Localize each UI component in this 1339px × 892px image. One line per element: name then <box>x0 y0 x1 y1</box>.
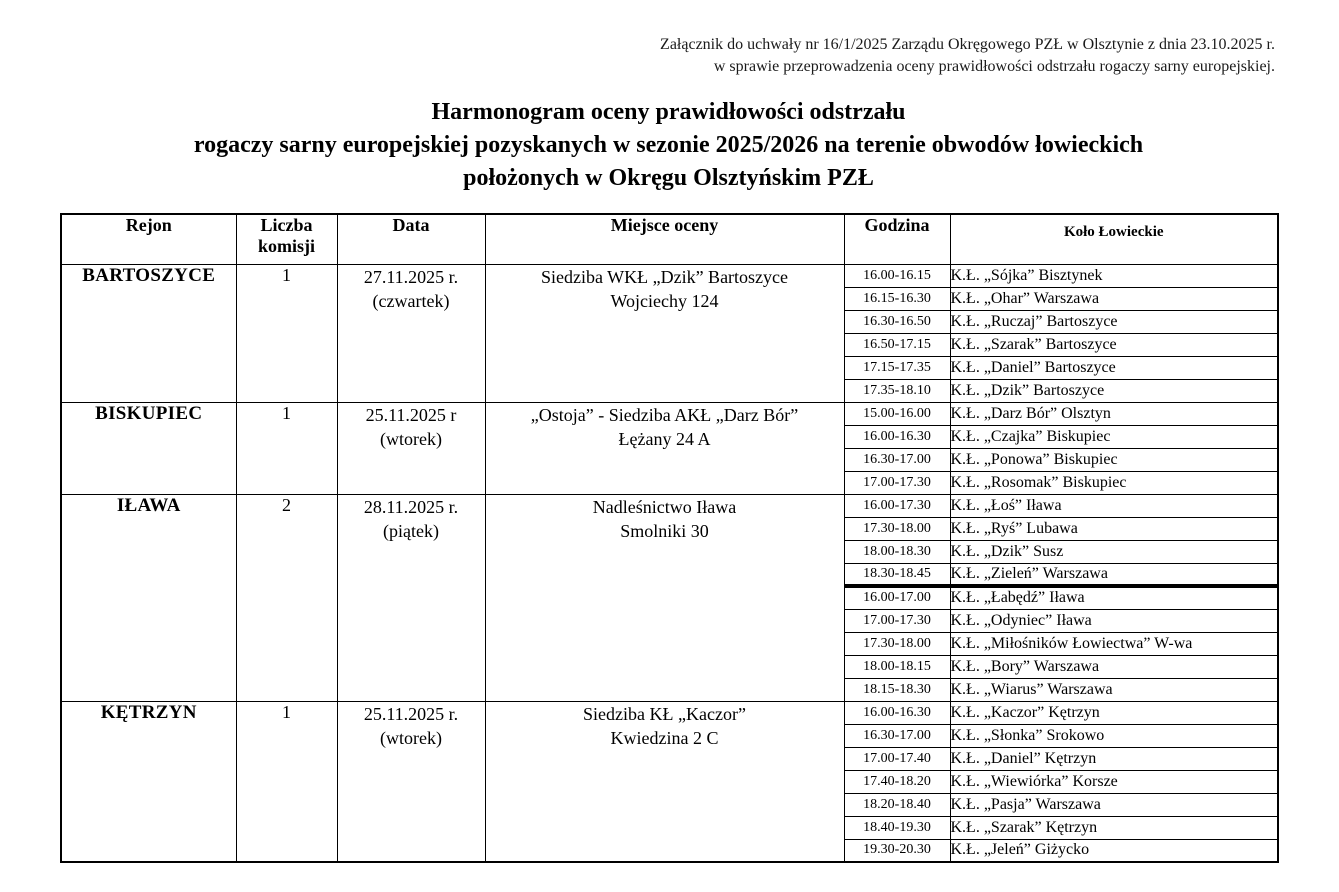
rejon-cell-ketrzyn: KĘTRZYN <box>61 701 236 862</box>
godzina-cell: 17.30-18.00 <box>844 632 950 655</box>
miejsce-cell-bartoszyce <box>485 264 844 402</box>
kolo-cell: K.Ł. „Sójka” Bisztynek <box>950 264 1278 287</box>
godzina-cell: 16.30-17.00 <box>844 724 950 747</box>
kolo-cell: K.Ł. „Szarak” Kętrzyn <box>950 816 1278 839</box>
liczba-komisji-cell-biskupiec: 1 <box>236 402 337 494</box>
data-date: 25.11.2025 r. <box>363 703 459 724</box>
godzina-cell: 16.30-17.00 <box>844 448 950 471</box>
data-weekday: (wtorek) <box>380 727 442 748</box>
kolo-cell: K.Ł. „Szarak” Bartoszyce <box>950 333 1278 356</box>
data-date: 28.11.2025 r. <box>363 496 459 517</box>
godzina-cell: 17.30-18.00 <box>844 517 950 540</box>
miejsce-line-1: Siedziba WKŁ „Dzik” Bartoszyce <box>540 266 789 287</box>
col-header-miejsce-oceny: Miejsce oceny <box>485 214 844 264</box>
godzina-cell: 16.00-17.30 <box>844 494 950 517</box>
godzina-cell: 17.15-17.35 <box>844 356 950 379</box>
kolo-cell: K.Ł. „Łoś” Iława <box>950 494 1278 517</box>
kolo-cell: K.Ł. „Łabędź” Iława <box>950 586 1278 609</box>
godzina-cell: 19.30-20.30 <box>844 839 950 862</box>
godzina-cell: 16.00-16.15 <box>844 264 950 287</box>
kolo-cell: K.Ł. „Darz Bór” Olsztyn <box>950 402 1278 425</box>
miejsce-line-1: „Ostoja” - Siedziba AKŁ „Darz Bór” <box>530 404 799 425</box>
annex-line-1: Załącznik do uchwały nr 16/1/2025 Zarządu Okręgowego PZŁ w Olsztynie z dnia 23.10.2025 r. <box>660 36 1275 53</box>
rejon-cell-biskupiec: BISKUPIEC <box>61 402 236 494</box>
kolo-cell: K.Ł. „Rosomak” Biskupiec <box>950 471 1278 494</box>
title-line-2: rogaczy sarny europejskiej pozyskanych w sezonie 2025/2026 na terenie obwodów łowieckich <box>193 132 1144 158</box>
godzina-cell: 18.00-18.15 <box>844 655 950 678</box>
kolo-cell: K.Ł. „Odyniec” Iława <box>950 609 1278 632</box>
col-header-godzina: Godzina <box>844 214 950 264</box>
godzina-cell: 16.15-16.30 <box>844 287 950 310</box>
liczba-komisji-cell-ketrzyn: 1 <box>236 701 337 862</box>
kolo-cell: K.Ł. „Jeleń” Giżycko <box>950 839 1278 862</box>
col-header-kolo-lowieckie: Koło Łowieckie <box>950 214 1278 264</box>
godzina-cell: 16.00-16.30 <box>844 701 950 724</box>
miejsce-line-2: Smolniki 30 <box>620 520 709 541</box>
miejsce-cell-ilawa <box>485 494 844 701</box>
kolo-cell: K.Ł. „Daniel” Bartoszyce <box>950 356 1278 379</box>
miejsce-cell-ketrzyn <box>485 701 844 862</box>
slot-row-bartoszyce-1 <box>61 264 1278 287</box>
godzina-cell: 17.00-17.40 <box>844 747 950 770</box>
kolo-cell: K.Ł. „Słonka” Srokowo <box>950 724 1278 747</box>
kolo-cell: K.Ł. „Miłośników Łowiectwa” W-wa <box>950 632 1278 655</box>
kolo-cell: K.Ł. „Czajka” Biskupiec <box>950 425 1278 448</box>
annex-line-2: w sprawie przeprowadzenia oceny prawidłowości odstrzału rogaczy sarny europejskiej. <box>713 58 1275 75</box>
godzina-cell: 17.40-18.20 <box>844 770 950 793</box>
godzina-cell: 16.50-17.15 <box>844 333 950 356</box>
kolo-cell: K.Ł. „Ryś” Lubawa <box>950 517 1278 540</box>
miejsce-line-2: Wojciechy 124 <box>610 290 719 311</box>
godzina-cell: 16.00-16.30 <box>844 425 950 448</box>
title-line-1: Harmonogram oceny prawidłowości odstrzału <box>431 99 906 125</box>
kolo-cell: K.Ł. „Wiarus” Warszawa <box>950 678 1278 701</box>
data-date: 25.11.2025 r <box>365 404 457 425</box>
godzina-cell: 18.00-18.30 <box>844 540 950 563</box>
schedule-table <box>60 213 1279 863</box>
kolo-cell: K.Ł. „Dzik” Bartoszyce <box>950 379 1278 402</box>
data-weekday: (piątek) <box>383 520 439 541</box>
kolo-cell: K.Ł. „Pasja” Warszawa <box>950 793 1278 816</box>
data-cell-ketrzyn <box>337 701 485 862</box>
godzina-cell: 17.35-18.10 <box>844 379 950 402</box>
document-title <box>60 96 1277 195</box>
kolo-cell: K.Ł. „Daniel” Kętrzyn <box>950 747 1278 770</box>
data-date: 27.11.2025 r. <box>363 266 459 287</box>
slot-row-ilawa-1 <box>61 494 1278 517</box>
miejsce-line-2: Łężany 24 A <box>618 428 711 449</box>
title-line-3: położonych w Okręgu Olsztyńskim PZŁ <box>463 165 874 191</box>
godzina-cell: 16.30-16.50 <box>844 310 950 333</box>
godzina-cell: 18.30-18.45 <box>844 563 950 586</box>
miejsce-line-1: Siedziba KŁ „Kaczor” <box>583 703 746 724</box>
godzina-cell: 15.00-16.00 <box>844 402 950 425</box>
kolo-cell: K.Ł. „Ruczaj” Bartoszyce <box>950 310 1278 333</box>
col-header-rejon: Rejon <box>61 214 236 264</box>
kolo-cell: K.Ł. „Wiewiórka” Korsze <box>950 770 1278 793</box>
kolo-cell: K.Ł. „Kaczor” Kętrzyn <box>950 701 1278 724</box>
data-cell-biskupiec <box>337 402 485 494</box>
data-weekday: (czwartek) <box>372 290 450 311</box>
miejsce-line-2: Kwiedzina 2 C <box>610 727 719 748</box>
data-cell-bartoszyce <box>337 264 485 402</box>
kolo-cell: K.Ł. „Ponowa” Biskupiec <box>950 448 1278 471</box>
godzina-cell: 17.00-17.30 <box>844 609 950 632</box>
liczba-komisji-cell-bartoszyce: 1 <box>236 264 337 402</box>
data-weekday: (wtorek) <box>380 428 442 449</box>
kolo-cell: K.Ł. „Ohar” Warszawa <box>950 287 1278 310</box>
kolo-cell: K.Ł. „Bory” Warszawa <box>950 655 1278 678</box>
slot-row-biskupiec-1 <box>61 402 1278 425</box>
rejon-cell-bartoszyce: BARTOSZYCE <box>61 264 236 402</box>
slot-row-ketrzyn-1 <box>61 701 1278 724</box>
rejon-cell-ilawa: IŁAWA <box>61 494 236 701</box>
godzina-cell: 18.40-19.30 <box>844 816 950 839</box>
kolo-cell: K.Ł. „Zieleń” Warszawa <box>950 563 1278 586</box>
liczba-komisji-cell-ilawa: 2 <box>236 494 337 701</box>
godzina-cell: 18.20-18.40 <box>844 793 950 816</box>
annex-note <box>375 34 1275 78</box>
miejsce-cell-biskupiec <box>485 402 844 494</box>
godzina-cell: 16.00-17.00 <box>844 586 950 609</box>
table-header-row <box>61 214 1278 264</box>
data-cell-ilawa <box>337 494 485 701</box>
col-header-liczba-komisji: Liczba komisji <box>236 214 337 264</box>
godzina-cell: 18.15-18.30 <box>844 678 950 701</box>
kolo-cell: K.Ł. „Dzik” Susz <box>950 540 1278 563</box>
col-header-data: Data <box>337 214 485 264</box>
godzina-cell: 17.00-17.30 <box>844 471 950 494</box>
miejsce-line-1: Nadleśnictwo Iława <box>592 496 737 517</box>
